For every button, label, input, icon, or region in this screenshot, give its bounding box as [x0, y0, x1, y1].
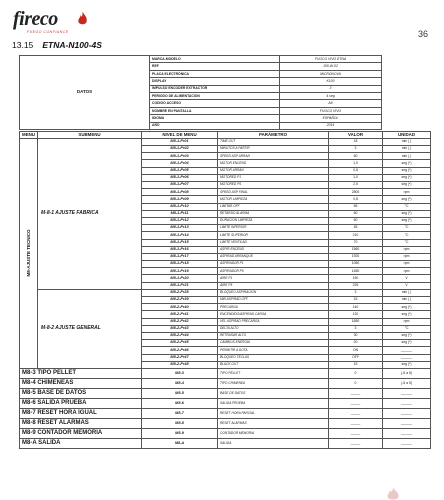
- datos-value: FUOCO VIVO: [280, 107, 382, 114]
- nivel-cell: M8-6: [142, 398, 218, 408]
- table-row: [20, 289, 431, 296]
- submenu-cell: M8-7 RESET HORA IGUAL: [20, 408, 142, 418]
- valor-cell: _____: [329, 428, 383, 438]
- unidad-cell: seg (*): [383, 332, 431, 339]
- valor-cell: 60: [329, 210, 383, 217]
- param-cell: ASPIRAD ARRANQUE: [218, 253, 329, 260]
- table-row: [20, 398, 431, 408]
- valor-cell: 150: [329, 275, 383, 282]
- header-valor: VALOR: [329, 132, 383, 139]
- nivel-cell: M8-2-Pr46: [142, 347, 218, 354]
- nivel-cell: M8-1-Pr07: [142, 182, 218, 189]
- valor-cell: 0,8: [329, 167, 383, 174]
- valor-cell: 3: [329, 325, 383, 332]
- table-row: [20, 438, 431, 448]
- unidad-cell: seg (*): [383, 304, 431, 311]
- unidad-cell: rpm: [383, 253, 431, 260]
- unidad-cell: seg (*): [383, 361, 431, 368]
- brand-tagline: FUEGO CONFIANCE: [27, 30, 69, 34]
- main-menu-label: M8-AJUSTE TECNICO: [25, 229, 31, 277]
- unidad-cell: °C: [383, 232, 431, 239]
- valor-cell: 30: [329, 332, 383, 339]
- valor-cell: 60: [329, 153, 383, 160]
- param-cell: CAMBIOS ENERGIA: [218, 340, 329, 347]
- param-cell: RETARDO ALARMA: [218, 210, 329, 217]
- nivel-cell: M8-1-Pr01: [142, 138, 218, 145]
- param-cell: TIPO CHIMENEA: [218, 378, 329, 388]
- param-cell: SALIDA PRUEBA: [218, 398, 329, 408]
- nivel-cell: M8-1-Pr15: [142, 239, 218, 246]
- watermark-flame-icon: [385, 488, 401, 500]
- valor-cell: 1650: [329, 318, 383, 325]
- valor-cell: 3: [329, 289, 383, 296]
- datos-param: DISPLAY: [150, 78, 280, 85]
- param-cell: ENCENDIDO/ASPIRAD CARGA: [218, 311, 329, 318]
- valor-cell: 60: [329, 217, 383, 224]
- param-cell: BASE DE DATOS: [218, 388, 329, 398]
- valor-cell: 2,5: [329, 182, 383, 189]
- header-menu: MENU: [20, 132, 38, 139]
- nivel-cell: M8-3: [142, 368, 218, 378]
- datos-value: K100: [280, 78, 382, 85]
- param-cell: ASPIRADOR P5: [218, 268, 329, 275]
- header-parametro: PARÁMETRO: [218, 132, 329, 139]
- submenu-cell: M8-8 RESET ALARMAS: [20, 418, 142, 428]
- submenu-cell: M8-4 CHIMENEAS: [20, 378, 142, 388]
- nivel-cell: M8-2-Pr39: [142, 297, 218, 304]
- datos-value: 2014: [280, 122, 382, 129]
- submenu-cell: M8-5 BASE DE DATOS: [20, 388, 142, 398]
- nivel-cell: M8-1-Pr04: [142, 160, 218, 167]
- valor-cell: ON: [329, 347, 383, 354]
- valor-cell: 2800: [329, 189, 383, 196]
- datos-param: IDIOMA: [150, 115, 280, 122]
- datos-param: REF: [150, 63, 280, 70]
- unidad-cell: rpm: [383, 246, 431, 253]
- unidad-cell: rpm: [383, 268, 431, 275]
- table-header-row: [20, 132, 431, 139]
- nivel-cell: M8-2-Pr42: [142, 318, 218, 325]
- nivel-cell: M8-2-Pr48: [142, 361, 218, 368]
- section-number: 13.15: [12, 40, 34, 50]
- unidad-cell: min ( ): [383, 289, 431, 296]
- param-cell: MOTORED P5: [218, 182, 329, 189]
- unidad-cell: min ( ): [383, 297, 431, 304]
- valor-cell: 45: [329, 225, 383, 232]
- param-cell: RESET ALARMAS: [218, 418, 329, 428]
- valor-cell: 0: [329, 378, 383, 388]
- param-cell: MINUTOS A PARTIR: [218, 146, 329, 153]
- datos-param: PLACA ELECTRÓNICA: [150, 70, 280, 77]
- valor-cell: _____: [329, 418, 383, 428]
- nivel-cell: M8-1-Pr21: [142, 282, 218, 289]
- table-row: [20, 388, 431, 398]
- unidad-cell: seg (*): [383, 174, 431, 181]
- submenu-cell: M-8-1 AJUSTE FABRICA: [38, 138, 142, 289]
- submenu-cell: M8-6 SALIDA PRUEBA: [20, 398, 142, 408]
- unidad-cell: seg (*): [383, 182, 431, 189]
- main-menu-cell: [20, 138, 38, 368]
- unidad-cell: ______: [383, 388, 431, 398]
- param-cell: DURACION LIMPIEZA: [218, 217, 329, 224]
- valor-cell: 1,0: [329, 160, 383, 167]
- unidad-cell: seg (*): [383, 311, 431, 318]
- nivel-cell: M8-2-Pr45: [142, 340, 218, 347]
- valor-cell: 65: [329, 203, 383, 210]
- param-cell: SALIDA: [218, 438, 329, 448]
- unidad-cell: (-5 a 5): [383, 378, 431, 388]
- parameters-table: [19, 131, 431, 449]
- section-heading: [12, 40, 102, 50]
- valor-cell: 210: [329, 232, 383, 239]
- valor-cell: 1560: [329, 246, 383, 253]
- valor-cell: 1920: [329, 253, 383, 260]
- datos-value: 4 seg: [280, 92, 382, 99]
- nivel-cell: M8-1-Pr05: [142, 167, 218, 174]
- nivel-cell: M8-1-Pr03: [142, 153, 218, 160]
- param-cell: ASPIRADOR P1: [218, 261, 329, 268]
- nivel-cell: M8-1-Pr12: [142, 217, 218, 224]
- valor-cell: 15: [329, 361, 383, 368]
- header-nivel: NIVEL DE MENU: [142, 132, 218, 139]
- nivel-cell: M8-1-Pr08: [142, 189, 218, 196]
- valor-cell: OFF: [329, 354, 383, 361]
- nivel-cell: M8-1-Pr17: [142, 253, 218, 260]
- brand-name: fireco: [13, 8, 58, 30]
- valor-cell: 140: [329, 304, 383, 311]
- nivel-cell: M8-1-Pr19: [142, 268, 218, 275]
- param-cell: BLACK OUT: [218, 361, 329, 368]
- nivel-cell: M8-1-Pr14: [142, 232, 218, 239]
- nivel-cell: M8-2-Pr41: [142, 311, 218, 318]
- datos-value: A9: [280, 100, 382, 107]
- param-cell: RESET HORA PARCIAL: [218, 408, 329, 418]
- nivel-cell: M8-1-Pr16: [142, 246, 218, 253]
- unidad-cell: seg (*): [383, 340, 431, 347]
- nivel-cell: M8-1-Pr20: [142, 275, 218, 282]
- unidad-cell: min ( ): [383, 153, 431, 160]
- unidad-cell: rpm: [383, 261, 431, 268]
- nivel-cell: M8-2-Pr47: [142, 354, 218, 361]
- submenu-cell: M8-3 TIPO PELLET: [20, 368, 142, 378]
- unidad-cell: V: [383, 275, 431, 282]
- param-cell: BLOQUEO ASPIRACION: [218, 289, 329, 296]
- nivel-cell: M8-2-Pr44: [142, 332, 218, 339]
- table-row: [20, 378, 431, 388]
- param-cell: AIRE P1: [218, 275, 329, 282]
- param-cell: MOTOR LIMPIEZA: [218, 196, 329, 203]
- unidad-cell: seg (*): [383, 196, 431, 203]
- param-cell: MOTORED P1: [218, 174, 329, 181]
- valor-cell: _____: [329, 398, 383, 408]
- datos-value: 105-W-02: [280, 63, 382, 70]
- param-cell: SPEED ASP ARRAN: [218, 153, 329, 160]
- param-cell: MOTOR ARRAN: [218, 167, 329, 174]
- nivel-cell: M8-2-Pr40: [142, 304, 218, 311]
- datos-row: [20, 56, 431, 63]
- param-cell: LIMITAR OFF: [218, 203, 329, 210]
- flame-icon: [77, 12, 88, 26]
- datos-param: MARCA-MODELO: [150, 56, 280, 63]
- header-submenu: SUBMENU: [38, 132, 142, 139]
- param-cell: PERMITIR A DOTA: [218, 347, 329, 354]
- submenu-cell: M-8-2 AJUSTE GENERAL: [38, 289, 142, 368]
- param-cell: AIRE P5: [218, 282, 329, 289]
- datos-param: IMPULSO ENCODER EXTRACTOR: [150, 85, 280, 92]
- param-cell: LIMITE INFERIOR: [218, 225, 329, 232]
- datos-param: CODIGO ACCESO: [150, 100, 280, 107]
- valor-cell: 0,8: [329, 196, 383, 203]
- unidad-cell: °C: [383, 203, 431, 210]
- param-cell: LIMITE VENTILAD: [218, 239, 329, 246]
- valor-cell: 0: [329, 368, 383, 378]
- nivel-cell: M8-1-Pr18: [142, 261, 218, 268]
- nivel-cell: M8-7: [142, 408, 218, 418]
- param-cell: VEL ASPIRAD PRECARGA: [218, 318, 329, 325]
- model-name: ETNA-N100-4S: [42, 40, 102, 50]
- header-unidad: UNIDAD: [383, 132, 431, 139]
- submenu-cell: M8-A SALIDA: [20, 438, 142, 448]
- unidad-cell: ______: [383, 347, 431, 354]
- unidad-cell: seg (*): [383, 210, 431, 217]
- nivel-cell: M8-8: [142, 418, 218, 428]
- param-cell: MIN ASPIRAD OFF: [218, 297, 329, 304]
- valor-cell: 18: [329, 138, 383, 145]
- datos-value: MICRONOVA: [280, 70, 382, 77]
- param-cell: TIPO PELLET: [218, 368, 329, 378]
- param-cell: MOTOR ENCEND: [218, 160, 329, 167]
- datos-table: [19, 55, 431, 130]
- nivel-cell: M8-4: [142, 378, 218, 388]
- valor-cell: 1,0: [329, 174, 383, 181]
- unidad-cell: °C: [383, 325, 431, 332]
- valor-cell: 120: [329, 311, 383, 318]
- table-row: [20, 418, 431, 428]
- valor-cell: 225: [329, 282, 383, 289]
- datos-param: PERIODO DE ALIMENTACION: [150, 92, 280, 99]
- unidad-cell: V: [383, 282, 431, 289]
- valor-cell: _____: [329, 408, 383, 418]
- datos-label: DATOS: [20, 56, 150, 130]
- unidad-cell: ______: [383, 418, 431, 428]
- unidad-cell: rpm: [383, 318, 431, 325]
- param-cell: RETRASAR ALTO: [218, 332, 329, 339]
- valor-cell: 15: [329, 297, 383, 304]
- nivel-cell: M8-9: [142, 428, 218, 438]
- nivel-cell: M8-A: [142, 438, 218, 448]
- unidad-cell: min ( ): [383, 138, 431, 145]
- unidad-cell: seg (*): [383, 160, 431, 167]
- table-row: [20, 368, 431, 378]
- datos-value: FUOCO VIVO ETNA: [280, 56, 382, 63]
- unidad-cell: (-5 a 5): [383, 368, 431, 378]
- param-cell: PRECARGA: [218, 304, 329, 311]
- nivel-cell: M8-2-Pr28: [142, 289, 218, 296]
- param-cell: BLOQUEO TECLAS: [218, 354, 329, 361]
- unidad-cell: ______: [383, 408, 431, 418]
- unidad-cell: ______: [383, 438, 431, 448]
- page-number: 36: [417, 29, 428, 39]
- nivel-cell: M8-2-Pr43: [142, 325, 218, 332]
- valor-cell: _____: [329, 388, 383, 398]
- valor-cell: 1450: [329, 268, 383, 275]
- nivel-cell: M8-1-Pr13: [142, 225, 218, 232]
- datos-spacer: [382, 56, 431, 130]
- unidad-cell: ______: [383, 354, 431, 361]
- param-cell: TIME OUT: [218, 138, 329, 145]
- valor-cell: _____: [329, 438, 383, 448]
- valor-cell: 1050: [329, 261, 383, 268]
- valor-cell: 70: [329, 239, 383, 246]
- param-cell: SPEED ASP FINAL: [218, 189, 329, 196]
- unidad-cell: min ( ): [383, 146, 431, 153]
- param-cell: DELTA ALTO: [218, 325, 329, 332]
- nivel-cell: M8-1-Pr02: [142, 146, 218, 153]
- unidad-cell: °C: [383, 239, 431, 246]
- nivel-cell: M8-1-Pr11: [142, 210, 218, 217]
- table-row: [20, 138, 431, 145]
- unidad-cell: ______: [383, 398, 431, 408]
- unidad-cell: °C: [383, 225, 431, 232]
- unidad-cell: rpm: [383, 189, 431, 196]
- valor-cell: 3: [329, 146, 383, 153]
- brand-logo: [13, 8, 123, 36]
- datos-value: ESPAÑOL: [280, 115, 382, 122]
- param-cell: CONTADOR MEMORIA: [218, 428, 329, 438]
- valor-cell: 20: [329, 340, 383, 347]
- nivel-cell: M8-1-Pr10: [142, 203, 218, 210]
- unidad-cell: seg (*): [383, 217, 431, 224]
- unidad-cell: seg (*): [383, 167, 431, 174]
- nivel-cell: M8-5: [142, 388, 218, 398]
- table-row: [20, 428, 431, 438]
- datos-param: AÑO: [150, 122, 280, 129]
- param-cell: LIMITE SUPERIOR: [218, 232, 329, 239]
- table-row: [20, 408, 431, 418]
- submenu-cell: M8-9 CONTADOR MEMORIA: [20, 428, 142, 438]
- nivel-cell: M8-1-Pr06: [142, 174, 218, 181]
- nivel-cell: M8-1-Pr09: [142, 196, 218, 203]
- datos-value: 3: [280, 85, 382, 92]
- unidad-cell: ______: [383, 428, 431, 438]
- datos-param: NOMBRE EN PANTALLA: [150, 107, 280, 114]
- param-cell: ASPIR ENCEND: [218, 246, 329, 253]
